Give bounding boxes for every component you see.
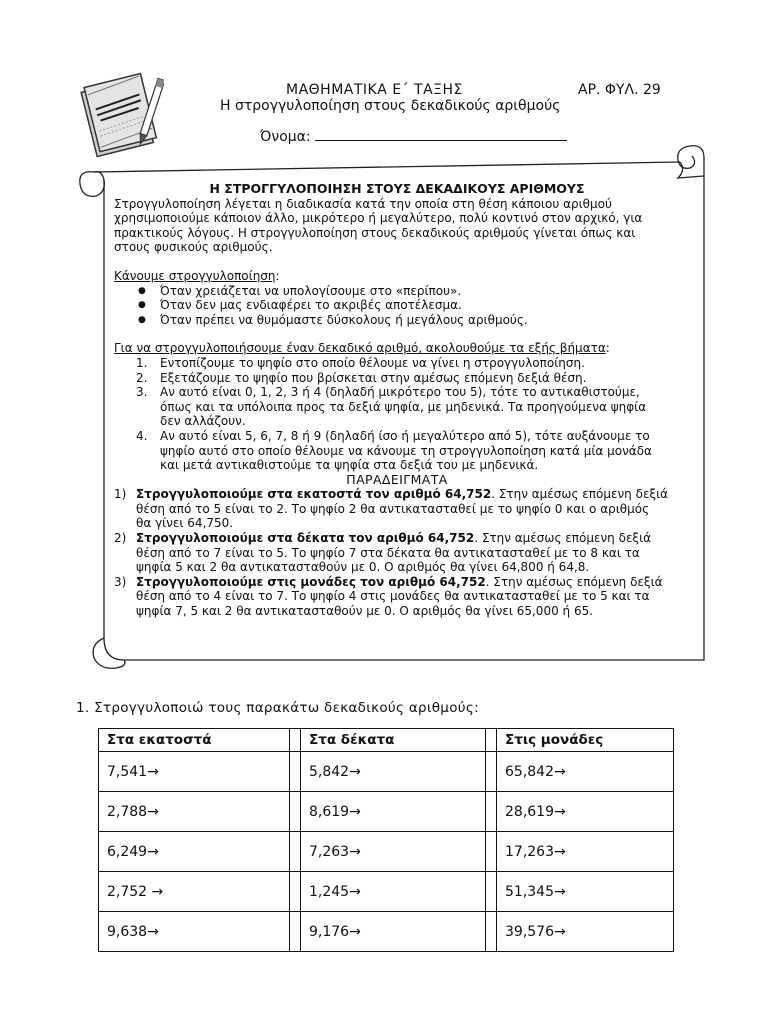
answer-cell[interactable]: 1,245→	[301, 872, 486, 912]
name-label: Όνομα:	[260, 129, 311, 145]
answer-cell[interactable]: 39,576→	[497, 912, 674, 952]
when-heading: Κάνουμε στρογγυλοποίηση:	[114, 268, 280, 283]
answer-cell[interactable]: 65,842→	[497, 752, 674, 792]
rounding-theory-box	[114, 182, 680, 619]
example-item: 2) Στρογγυλοποιούμε στα δέκατα τον αριθμό 64,752. Στην αμέσως επόμενη δεξιά θέση από το 7 είναι το 5. Το ψηφίο 7 στα δέκατα θα αντικατασταθεί με το 8 και τα ψηφία 5 και 2 θα αντικατασταθούν με 0. Ο αριθμός θα γίνει 64,800 ή 64,8.	[114, 531, 652, 575]
table-row	[99, 752, 674, 792]
step-item: 1. Εντοπίζουμε το ψηφίο στο οποίο θέλουμε να γίνει η στρογγυλοποίηση.	[136, 355, 585, 370]
answer-cell[interactable]: 6,249→	[99, 832, 290, 872]
step-item: 4. Αν αυτό είναι 5, 6, 7, 8 ή 9 (δηλαδή ίσο ή μεγαλύτερο από 5), τότε αυξάνουμε το ψηφίο αυτό στο οποίο θέλουμε να κάνουμε τη στρογγυλοποίηση κατά μία μονάδα και μετά αντικαθιστούμε τα ψηφία στα δεξιά του με μηδενικά.	[136, 428, 652, 473]
box-title: Η ΣΤΡΟΓΓΥΛΟΠΟΙΗΣΗ ΣΤΟΥΣ ΔΕΚΑΔΙΚΟΥΣ ΑΡΙΘΜΟΥΣ	[209, 181, 585, 196]
example-item: 1) Στρογγυλοποιούμε στα εκατοστά τον αριθμό 64,752. Στην αμέσως επόμενη δεξιά θέση από το 5 είναι το 2. Το ψηφίο 2 θα αντικατασταθεί με το ψηφίο 0 και ο αριθμός θα γίνει 64,750.	[114, 487, 669, 531]
answer-cell[interactable]: 7,263→	[301, 832, 486, 872]
intro-line: πρακτικούς λόγους. Η στρογγυλοποίηση στους δεκαδικούς αριθμούς γίνεται όπως και	[114, 225, 636, 240]
table-row	[99, 832, 674, 872]
answer-cell[interactable]: 9,176→	[301, 912, 486, 952]
exercise-title: 1. Στρογγυλοποιώ τους παρακάτω δεκαδικούς αριθμούς:	[76, 700, 479, 716]
table-row	[99, 792, 674, 832]
rounding-exercise-table	[98, 728, 674, 952]
list-item: ● Όταν χρειάζεται να υπολογίσουμε στο «περίπου».	[138, 284, 680, 299]
table-header-row	[99, 729, 674, 752]
step-item: 3. Αν αυτό είναι 0, 1, 2, 3 ή 4 (δηλαδή μικρότερο του 5), τότε το αντικαθιστούμε, όπως και τα υπόλοιπα προς τα δεξιά ψηφία, με μηδενικά. Τα προηγούμενα ψηφία δεν αλλάζουν.	[136, 385, 647, 429]
worksheet-title: ΜΑΘΗΜΑΤΙΚΑ Ε΄ ΤΑΞΗΣ	[286, 82, 463, 98]
when-list	[114, 284, 680, 328]
answer-cell[interactable]: 2,752 →	[99, 872, 290, 912]
intro-line: Στρογγυλοποίηση λέγεται η διαδικασία κατά την οποία στη θέση κάποιου αριθμού	[114, 196, 612, 211]
answer-cell[interactable]: 51,345→	[497, 872, 674, 912]
answer-cell[interactable]: 7,541→	[99, 752, 290, 792]
intro-line: χρησιμοποιούμε κάποιον άλλο, μικρότερο ή μεγαλύτερο, πολύ κοντινό στον αρχικό, για	[114, 211, 643, 226]
list-item: ● Όταν δεν μας ενδιαφέρει το ακριβές αποτέλεσμα.	[138, 298, 680, 313]
steps-list	[114, 356, 680, 473]
answer-cell[interactable]: 8,619→	[301, 792, 486, 832]
answer-cell[interactable]: 9,638→	[99, 912, 290, 952]
answer-cell[interactable]: 2,788→	[99, 792, 290, 832]
examples-list	[114, 487, 680, 618]
list-item: ● Όταν πρέπει να θυμόμαστε δύσκολους ή μεγάλους αριθμούς.	[138, 313, 680, 328]
example-item: 3) Στρογγυλοποιούμε στις μονάδες τον αριθμό 64,752. Στην αμέσως επόμενη δεξιά θέση από το 4 είναι το 7. Το ψηφίο 4 στις μονάδες θα αντικατασταθεί με το 5 και τα ψηφία 7, 5 και 2 θα αντικατασταθούν με 0. Ο αριθμός θα γίνει 65,000 ή 65.	[114, 574, 663, 619]
sheet-number: ΑΡ. ΦΥΛ. 29	[578, 82, 661, 98]
column-header: Στα δέκατα	[301, 729, 486, 752]
intro-line: στους φυσικούς αριθμούς.	[114, 240, 273, 255]
answer-cell[interactable]: 28,619→	[497, 792, 674, 832]
column-header: Στα εκατοστά	[99, 729, 290, 752]
column-header: Στις μονάδες	[497, 729, 674, 752]
name-line[interactable]	[315, 126, 567, 141]
examples-title: ΠΑΡΑΔΕΙΓΜΑΤΑ	[346, 471, 448, 487]
steps-heading: Για να στρογγυλοποιήσουμε έναν δεκαδικό αριθμό, ακολουθούμε τα εξής βήματα:	[114, 341, 610, 356]
table-row	[99, 872, 674, 912]
answer-cell[interactable]: 5,842→	[301, 752, 486, 792]
step-item: 2. Εξετάζουμε το ψηφίο που βρίσκεται στην αμέσως επόμενη δεξιά θέση.	[136, 370, 587, 385]
table-row	[99, 912, 674, 952]
worksheet-subtitle: Η στρογγυλοποίηση στους δεκαδικούς αριθμούς	[220, 98, 561, 114]
answer-cell[interactable]: 17,263→	[497, 832, 674, 872]
